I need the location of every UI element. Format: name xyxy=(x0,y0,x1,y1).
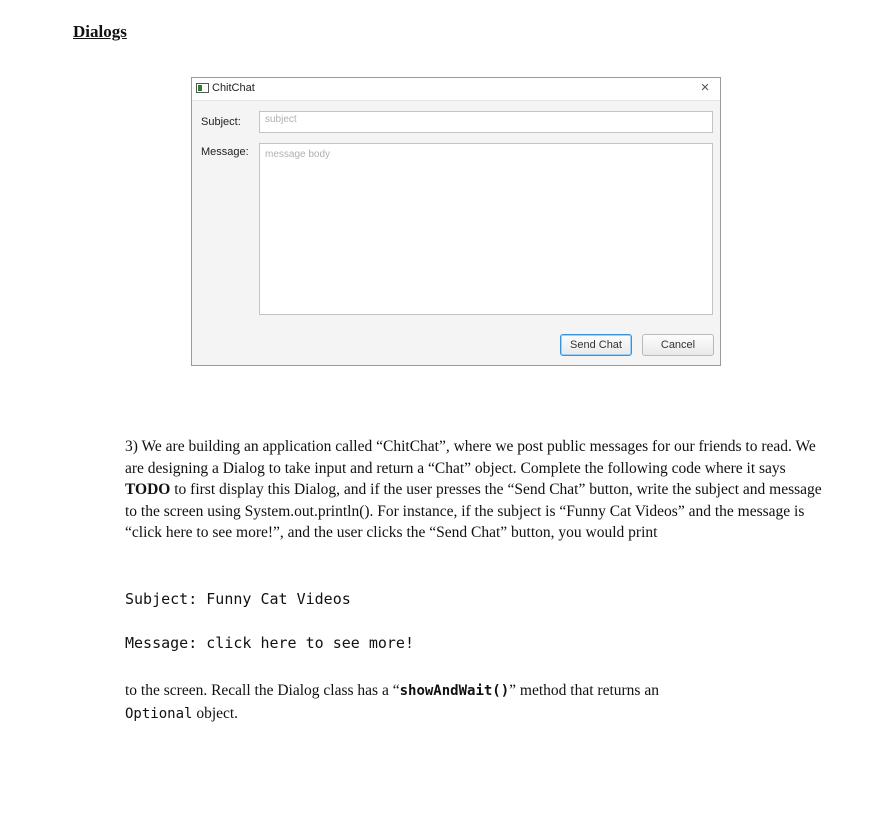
optional-type: Optional xyxy=(125,705,193,722)
chitchat-dialog xyxy=(191,77,721,366)
app-window-icon xyxy=(196,83,209,93)
send-chat-button[interactable]: Send Chat xyxy=(560,334,632,356)
method-name: showAndWait() xyxy=(399,683,510,699)
message-textarea[interactable] xyxy=(259,143,713,315)
subject-label: Subject: xyxy=(201,116,241,128)
closing-text-1: to the screen. Recall the Dialog class has a “ xyxy=(125,682,400,699)
closing-paragraph xyxy=(125,680,825,725)
closing-text-2: ” method that returns an xyxy=(509,682,659,699)
question-text-2: to first display this Dialog, and if the user presses the “Send Chat” button, write the subject and message to the screen using System.out.println(). For instance, if the subject is “Funny Cat Videos” and the message is “click here to see more!”, and the user clicks the “Send Chat” button, you would print xyxy=(125,481,822,541)
code-output-subject: Subject: Funny Cat Videos xyxy=(125,590,351,608)
cancel-button[interactable]: Cancel xyxy=(642,334,714,356)
code-output-message: Message: click here to see more! xyxy=(125,634,414,652)
question-paragraph xyxy=(125,436,825,544)
closing-text-3: object. xyxy=(192,704,239,722)
subject-placeholder: subject xyxy=(265,114,297,125)
dialog-titlebar xyxy=(192,78,720,101)
close-icon[interactable]: × xyxy=(700,79,710,96)
message-placeholder: message body xyxy=(265,149,331,160)
dialog-title: ChitChat xyxy=(212,82,255,94)
message-label: Message: xyxy=(201,146,249,158)
todo-keyword: TODO xyxy=(125,481,171,498)
subject-input[interactable] xyxy=(259,111,713,133)
question-text-1: 3) We are building an application called “ChitChat”, where we post public messages for our friends to read. We are designing a Dialog to take input and return a “Chat” object. Complete the following code where it says xyxy=(125,438,816,477)
section-heading: Dialogs xyxy=(73,22,127,41)
